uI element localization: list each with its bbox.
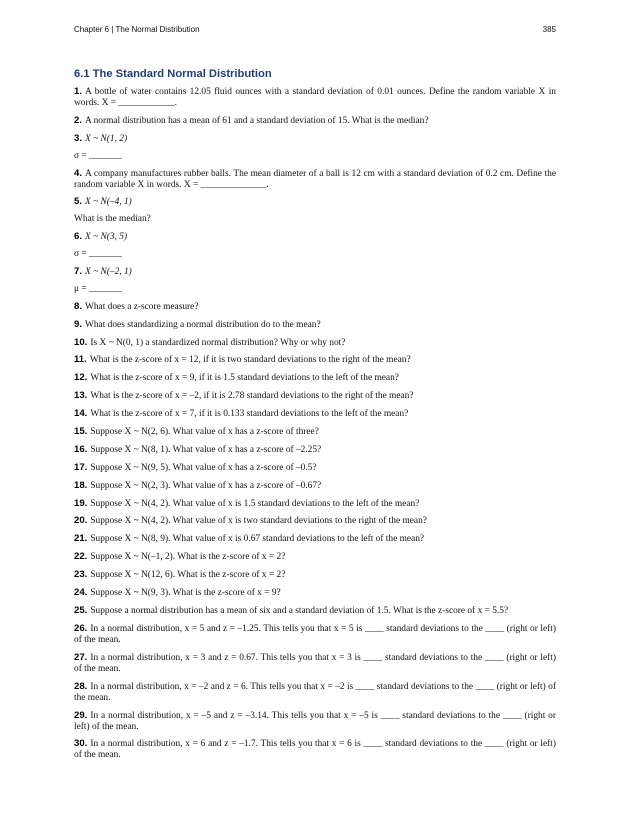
exercise-text: In a normal distribution, x = 5 and z = –1.25. This tells you that x = 5 is ____ standard deviations to the ____ (right or left) of the mean. xyxy=(74,623,556,645)
exercise-text: Suppose X ~ N(12, 6). What is the z-score of x = 2? xyxy=(90,570,286,581)
exercise-number: 20. xyxy=(74,515,88,527)
exercise-number: 16. xyxy=(74,443,88,455)
exercise-number: 4. xyxy=(74,167,83,179)
section-title: 6.1 The Standard Normal Distribution xyxy=(74,68,272,80)
exercise-15 xyxy=(74,426,556,438)
exercise-text: What is the z-score of x = 12, if it is two standard deviations to the right of the mean? xyxy=(89,355,411,366)
exercise-text: A company manufactures rubber balls. The mean diameter of a ball is 12 cm with a standard deviation of 0.2 cm. Define the random variable X in words. X = ______________. xyxy=(74,168,556,190)
exercise-text: Suppose X ~ N(–1, 2). What is the z-score of x = 2? xyxy=(90,552,286,563)
exercise-number: 21. xyxy=(74,533,88,545)
exercise-6 xyxy=(74,231,556,243)
exercise-text: X ~ N(–4, 1) xyxy=(85,197,132,208)
exercise-number: 26. xyxy=(74,622,88,634)
exercise-27 xyxy=(74,652,556,675)
exercise-2 xyxy=(74,115,556,127)
exercise-number: 9. xyxy=(74,318,83,330)
exercise-8 xyxy=(74,301,556,313)
exercise-list xyxy=(74,86,556,767)
exercise-text: What is the z-score of x = –2, if it is 2.78 standard deviations to the right of the mean? xyxy=(90,391,414,402)
exercise-text: X ~ N(–2, 1) xyxy=(85,267,132,278)
exercise-number: 3. xyxy=(74,132,83,144)
exercise-number: 14. xyxy=(74,408,88,420)
exercise-text: Suppose X ~ N(4, 2). What value of x is two standard deviations to the right of the mean? xyxy=(90,516,427,527)
exercise-text: Suppose X ~ N(9, 3). What is the z-score of x = 9? xyxy=(90,588,281,599)
exercise-number: 1. xyxy=(74,86,83,97)
exercise-text: Suppose X ~ N(8, 1). What value of x has a z-score of –2.25? xyxy=(90,444,322,455)
exercise-13 xyxy=(74,390,556,402)
exercise-3-follow: σ = _______ xyxy=(74,150,122,161)
exercise-text: Suppose X ~ N(2, 3). What value of x has a z-score of –0.67? xyxy=(90,480,322,491)
exercise-18 xyxy=(74,480,556,492)
exercise-number: 29. xyxy=(74,709,88,721)
exercise-text: X ~ N(1, 2) xyxy=(85,133,128,144)
exercise-number: 28. xyxy=(74,680,88,692)
exercise-number: 11. xyxy=(74,354,87,366)
exercise-number: 6. xyxy=(74,231,83,243)
exercise-number: 12. xyxy=(74,372,88,384)
exercise-number: 23. xyxy=(74,569,88,581)
page-header xyxy=(74,25,556,34)
exercise-text: A normal distribution has a mean of 61 and a standard deviation of 15. What is the median? xyxy=(85,115,429,126)
exercise-28 xyxy=(74,681,556,704)
exercise-text: What is the z-score of x = 9, if it is 1.5 standard deviations to the left of the mean? xyxy=(90,373,399,384)
exercise-text: Suppose X ~ N(2, 6). What value of x has a z-score of three? xyxy=(90,427,319,438)
exercise-number: 17. xyxy=(74,461,88,473)
page-number: 385 xyxy=(542,25,556,34)
exercise-7-follow: μ = _______ xyxy=(74,283,122,294)
exercise-number: 25. xyxy=(74,604,88,616)
exercise-30 xyxy=(74,738,556,761)
exercise-text: What is the z-score of x = 7, if it is 0.133 standard deviations to the left of the mean? xyxy=(90,409,409,420)
exercise-6-follow: σ = _______ xyxy=(74,249,122,260)
exercise-7 xyxy=(74,266,556,278)
exercise-22 xyxy=(74,551,556,563)
exercise-text: Suppose X ~ N(4, 2). What value of x is 1.5 standard deviations to the left of the mean? xyxy=(90,498,420,509)
exercise-text: What does a z-score measure? xyxy=(85,301,199,312)
exercise-9 xyxy=(74,319,556,331)
exercise-number: 10. xyxy=(74,336,88,348)
exercise-20 xyxy=(74,515,556,527)
exercise-text: In a normal distribution, x = –2 and z = 6. This tells you that x = –2 is ____ standard deviations to the ____ (right or left) of the mean. xyxy=(74,681,556,703)
exercise-14 xyxy=(74,408,556,420)
exercise-10 xyxy=(74,337,556,349)
exercise-11 xyxy=(74,354,556,366)
exercise-number: 8. xyxy=(74,300,83,312)
exercise-3 xyxy=(74,133,556,145)
exercise-12 xyxy=(74,372,556,384)
exercise-number: 22. xyxy=(74,551,88,563)
exercise-29 xyxy=(74,710,556,733)
exercise-text: Suppose a normal distribution has a mean of six and a standard deviation of 1.5. What is the z-score of x = 5.5? xyxy=(90,605,509,616)
exercise-text: In a normal distribution, x = 6 and z = –1.7. This tells you that x = 6 is ____ standard deviations to the ____ (right or left) of the mean. xyxy=(74,739,556,761)
exercise-text: What does standardizing a normal distribution do to the mean? xyxy=(85,319,321,330)
exercise-17 xyxy=(74,462,556,474)
exercise-number: 27. xyxy=(74,651,88,663)
exercise-number: 30. xyxy=(74,738,88,750)
exercise-number: 7. xyxy=(74,266,83,278)
exercise-21 xyxy=(74,533,556,545)
exercise-number: 24. xyxy=(74,587,88,599)
exercise-number: 18. xyxy=(74,479,88,491)
exercise-text: Suppose X ~ N(9, 5). What value of x has a z-score of –0.5? xyxy=(90,462,317,473)
exercise-number: 15. xyxy=(74,426,88,438)
exercise-25 xyxy=(74,605,556,617)
exercise-1 xyxy=(74,86,556,109)
exercise-5-follow: What is the median? xyxy=(74,214,151,225)
exercise-26 xyxy=(74,623,556,646)
exercise-text: Suppose X ~ N(8, 9). What value of x is 0.67 standard deviations to the left of the mean? xyxy=(90,534,425,545)
exercise-16 xyxy=(74,444,556,456)
exercise-text: In a normal distribution, x = 3 and z = 0.67. This tells you that x = 3 is ____ standard deviations to the ____ (right or left) of the mean. xyxy=(74,652,556,674)
running-header: Chapter 6 | The Normal Distribution xyxy=(74,25,200,34)
exercise-24 xyxy=(74,587,556,599)
exercise-23 xyxy=(74,569,556,581)
exercise-5 xyxy=(74,196,556,208)
exercise-text: Is X ~ N(0, 1) a standardized normal distribution? Why or why not? xyxy=(90,337,346,348)
exercise-text: In a normal distribution, x = –5 and z = –3.14. This tells you that x = –5 is ____ standard deviations to the ____ (right or left) of the mean. xyxy=(74,710,556,732)
exercise-text: A bottle of water contains 12.05 fluid ounces with a standard deviation of 0.01 ounces. Define the random variable X in words. X = ____________. xyxy=(74,87,556,108)
exercise-number: 19. xyxy=(74,497,88,509)
exercise-number: 2. xyxy=(74,114,83,126)
exercise-number: 5. xyxy=(74,196,83,208)
exercise-text: X ~ N(3, 5) xyxy=(85,232,128,243)
exercise-number: 13. xyxy=(74,390,88,402)
exercise-4 xyxy=(74,168,556,191)
exercise-19 xyxy=(74,498,556,510)
